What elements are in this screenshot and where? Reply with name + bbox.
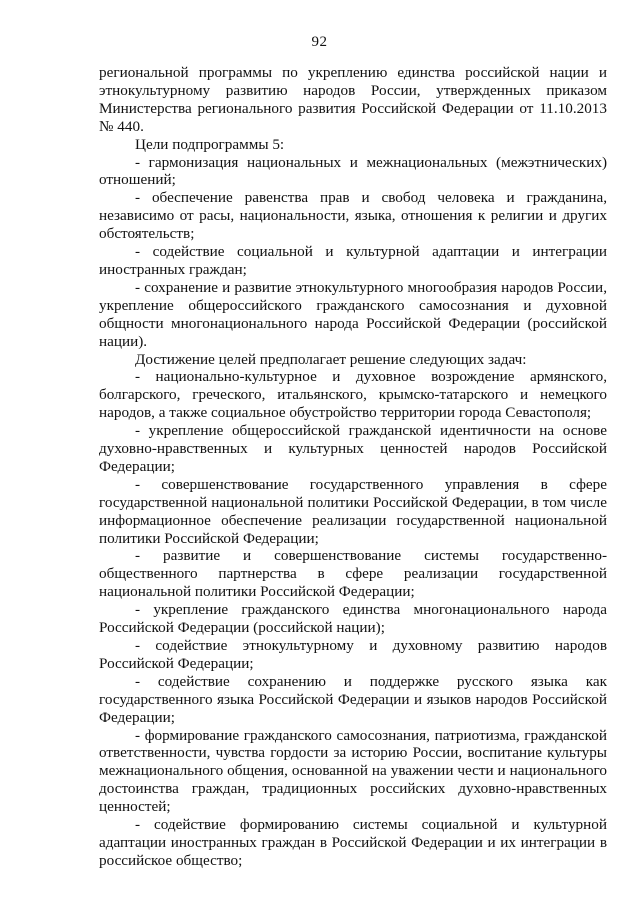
paragraph: Цели подпрограммы 5: (135, 135, 285, 153)
paragraph: - совершенствование государственного управления в сфере государственной национальной политики Российской Федерации, в том числе информационное обеспечение реализации государственной национальной политики Российской Федерации; (99, 475, 607, 547)
paragraph: - содействие этнокультурному и духовному развитию народов Российской Федерации; (99, 637, 607, 672)
paragraph: - содействие социальной и культурной адаптации и интеграции иностранных граждан; (99, 243, 607, 278)
paragraph: региональной программы по укреплению единства российской нации и этнокультурному развитию народов России, утвержденных приказом Министерства регионального развития Российской Федерации от 11.10.2013 № 440. (99, 64, 607, 135)
paragraph: - обеспечение равенства прав и свобод человека и гражданина, независимо от расы, национальности, языка, отношения к религии и других обстоятельств; (99, 189, 607, 243)
page-number: 92 (311, 34, 328, 50)
paragraph: - содействие сохранению и поддержке русского языка как государственного языка Российской Федерации и языков народов Российской Федерации; (99, 672, 607, 726)
paragraph: - укрепление гражданского единства многонационального народа Российской Федерации (российской нации); (99, 601, 607, 637)
paragraph: - формирование гражданского самосознания, патриотизма, гражданской ответственности, чувства гордости за историю России, воспитание культуры межнационального общения, основанной на уважении чести и национального достоинства граждан, традиционных российских духовно-нравственных ценностей; (99, 726, 607, 816)
paragraph: - гармонизация национальных и межнациональных (межэтнических) отношений; (99, 153, 607, 189)
paragraph: Достижение целей предполагает решение следующих задач: (135, 350, 527, 368)
paragraph: - развитие и совершенствование системы государственно-общественного партнерства в сфере реализации государственной национальной политики Российской Федерации; (99, 547, 607, 601)
paragraph: - сохранение и развитие этнокультурного многообразия народов России, укрепление общероссийского гражданского самосознания и духовной общности многонационального народа Российской Федерации (российской нации). (99, 278, 607, 350)
paragraph: - содействие формированию системы социальной и культурной адаптации иностранных граждан в Российской Федерации и их интеграции в российское общество; (99, 816, 607, 869)
paragraph: - национально-культурное и духовное возрождение армянского, болгарского, греческого, итальянского, крымско-татарского и немецкого народов, а также социальное обустройство территории города Севастополя; (99, 368, 607, 422)
paragraph: - укрепление общероссийской гражданской идентичности на основе духовно-нравственных и культурных ценностей народов Российской Федерации; (99, 422, 607, 475)
document-body (99, 64, 607, 870)
